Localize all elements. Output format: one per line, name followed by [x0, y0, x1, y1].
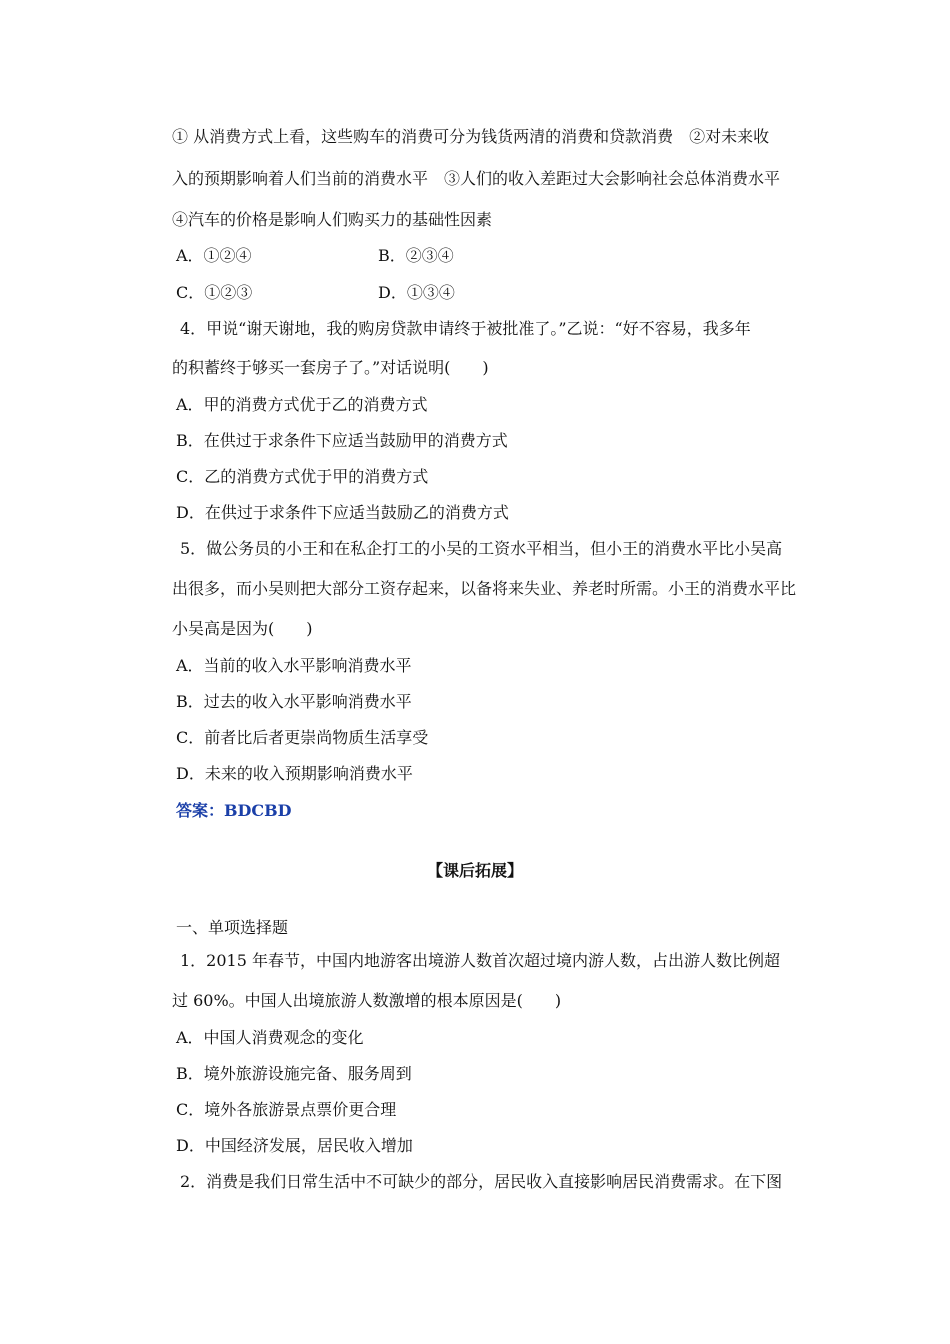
- q5-text-line-1: 5．做公务员的小王和在私企打工的小吴的工资水平相当，但小王的消费水平比小吴高: [180, 539, 783, 558]
- answer-key: 答案：BDCBD: [176, 801, 292, 820]
- p1-option-b: B．境外旅游设施完备、服务周到: [176, 1064, 412, 1083]
- q4-option-c: C．乙的消费方式优于甲的消费方式: [176, 467, 429, 486]
- q4-option-d: D．在供过于求条件下应适当鼓励乙的消费方式: [176, 503, 509, 522]
- q3-option-b: B．②③④: [378, 246, 454, 265]
- q4-option-a: A．甲的消费方式优于乙的消费方式: [176, 395, 428, 414]
- p1-text-line-1: 1．2015 年春节，中国内地游客出境游人数首次超过境内游人数，占出游人数比例超: [180, 951, 780, 970]
- q5-option-b: B．过去的收入水平影响消费水平: [176, 692, 412, 711]
- p1-option-a: A．中国人消费观念的变化: [176, 1028, 364, 1047]
- part-title: 一、单项选择题: [176, 918, 289, 937]
- q3-option-a: A．①②④: [176, 246, 252, 265]
- q5-option-c: C．前者比后者更崇尚物质生活享受: [176, 728, 429, 747]
- q3-option-d: D．①③④: [378, 283, 455, 302]
- section-heading: 【课后拓展】: [426, 861, 523, 880]
- q3-text-line-1: ① 从消费方式上看，这些购车的消费可分为钱货两清的消费和贷款消费 ②对未来收: [172, 127, 770, 146]
- p1-option-c: C．境外各旅游景点票价更合理: [176, 1100, 397, 1119]
- p1-text-line-2: 过 60%。中国人出境旅游人数激增的根本原因是( ): [172, 991, 562, 1010]
- p1-option-d: D．中国经济发展，居民收入增加: [176, 1136, 413, 1155]
- q4-text-line-2: 的积蓄终于够买一套房子了。”对话说明( ): [172, 358, 489, 377]
- q5-option-a: A．当前的收入水平影响消费水平: [176, 656, 412, 675]
- p2-text-line-1: 2．消费是我们日常生活中不可缺少的部分，居民收入直接影响居民消费需求。在下图: [180, 1172, 783, 1191]
- q5-text-line-3: 小吴高是因为( ): [172, 619, 313, 638]
- q3-text-line-2: 入的预期影响着人们当前的消费水平 ③人们的收入差距过大会影响社会总体消费水平: [172, 169, 781, 188]
- q5-text-line-2: 出很多，而小吴则把大部分工资存起来，以备将来失业、养老时所需。小王的消费水平比: [172, 579, 797, 598]
- q5-option-d: D．未来的收入预期影响消费水平: [176, 764, 413, 783]
- q4-option-b: B．在供过于求条件下应适当鼓励甲的消费方式: [176, 431, 508, 450]
- q4-text-line-1: 4．甲说“谢天谢地，我的购房贷款申请终于被批准了。”乙说：“好不容易，我多年: [180, 319, 751, 338]
- q3-text-line-3: ④汽车的价格是影响人们购买力的基础性因素: [172, 210, 493, 229]
- q3-option-c: C．①②③: [176, 283, 253, 302]
